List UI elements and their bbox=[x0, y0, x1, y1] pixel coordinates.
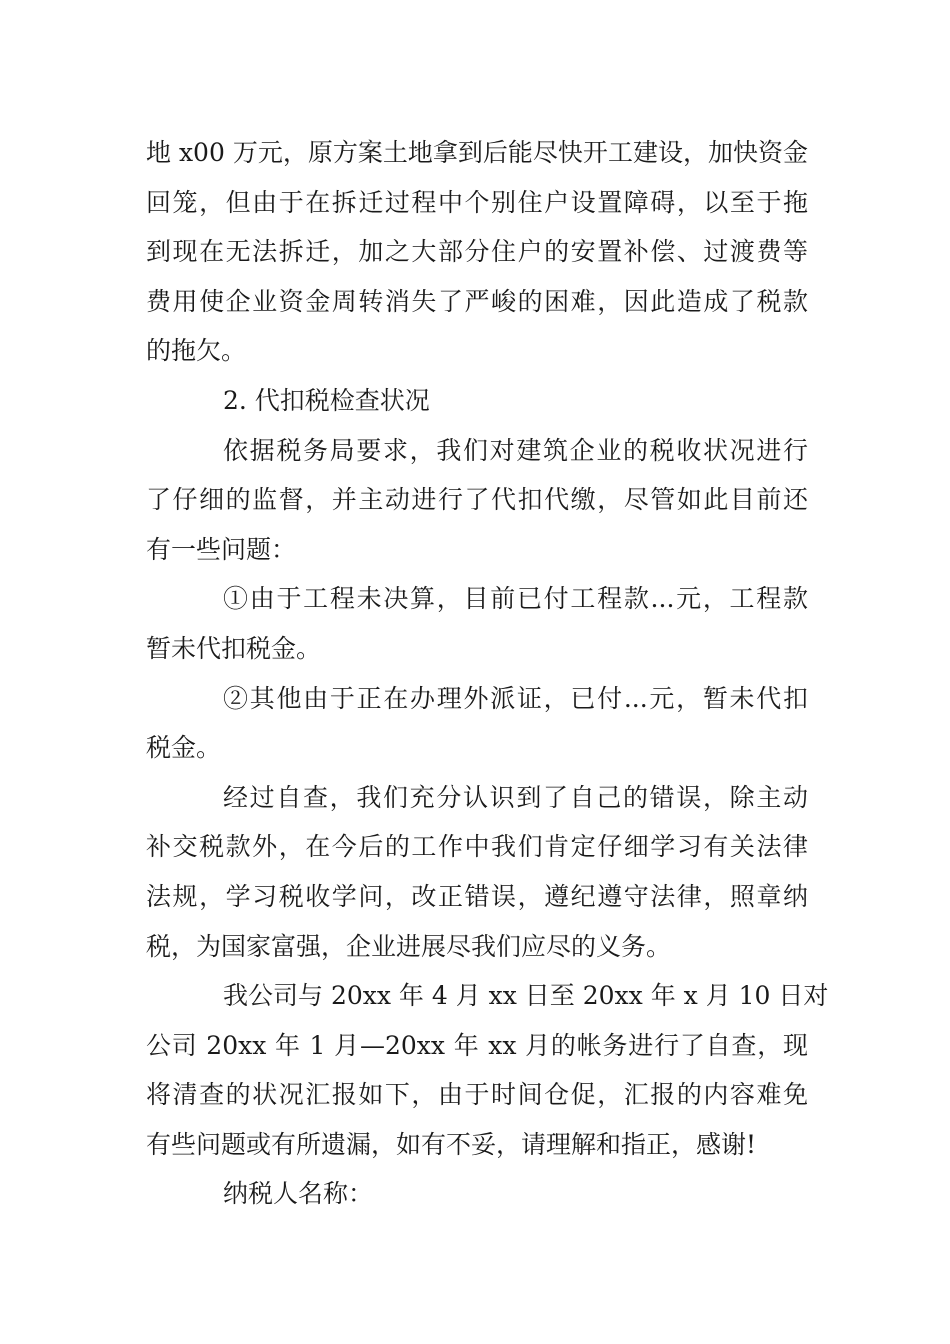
text-line: 税，为国家富强，企业进展尽我们应尽的义务。 bbox=[146, 931, 672, 961]
text-line: 税金。 bbox=[146, 733, 222, 763]
paragraph-3 bbox=[146, 574, 808, 673]
text-line: 将清查的状况汇报如下，由于时间仓促，汇报的内容难免 bbox=[146, 1080, 808, 1110]
text-line: 我公司与 20xx 年 4 月 xx 日至 20xx 年 x 月 10 日对 bbox=[223, 981, 829, 1011]
text-line: 有一些问题： bbox=[146, 534, 297, 564]
text-line: 回笼，但由于在拆迁过程中个别住户设置障碍，以至于拖 bbox=[146, 187, 808, 217]
text-line: 地 x00 万元，原方案土地拿到后能尽快开工建设，加快资金 bbox=[146, 138, 808, 167]
paragraph-2 bbox=[146, 426, 808, 575]
paragraph-6 bbox=[146, 971, 829, 1169]
section-heading bbox=[146, 376, 808, 426]
paragraph-1 bbox=[146, 128, 808, 376]
text-line: 补交税款外，在今后的工作中我们肯定仔细学习有关法律 bbox=[146, 832, 808, 862]
text-line: 费用使企业资金周转消失了严峻的困难，因此造成了税款 bbox=[146, 286, 808, 316]
text-line: 到现在无法拆迁，加之大部分住户的安置补偿、过渡费等 bbox=[146, 237, 808, 267]
text-line: 了仔细的监督，并主动进行了代扣代缴，尽管如此目前还 bbox=[146, 485, 808, 515]
taxpayer-name-label: 纳税人名称： bbox=[223, 1179, 374, 1209]
text-line: 法规，学习税收学问，改正错误，遵纪遵守法律，照章纳 bbox=[146, 881, 808, 911]
text-line: ②其他由于正在办理外派证，已付...元，暂未代扣 bbox=[223, 683, 808, 713]
text-line: 经过自查，我们充分认识到了自己的错误，除主动 bbox=[223, 782, 808, 812]
text-line: 的拖欠。 bbox=[146, 336, 247, 366]
document-body bbox=[146, 128, 829, 1219]
paragraph-5 bbox=[146, 773, 808, 971]
paragraph-4 bbox=[146, 674, 808, 773]
text-line: ①由于工程未决算，目前已付工程款...元，工程款 bbox=[223, 584, 808, 614]
text-line: 暂未代扣税金。 bbox=[146, 633, 322, 663]
paragraph-7 bbox=[146, 1169, 808, 1219]
text-line: 公司 20xx 年 1 月—20xx 年 xx 月的帐务进行了自查，现 bbox=[146, 1030, 808, 1060]
heading-text: 2. 代扣税检查状况 bbox=[223, 385, 430, 415]
text-line: 依据税务局要求，我们对建筑企业的税收状况进行 bbox=[223, 435, 808, 465]
text-line: 有些问题或有所遗漏，如有不妥，请理解和指正，感谢! bbox=[146, 1129, 757, 1159]
